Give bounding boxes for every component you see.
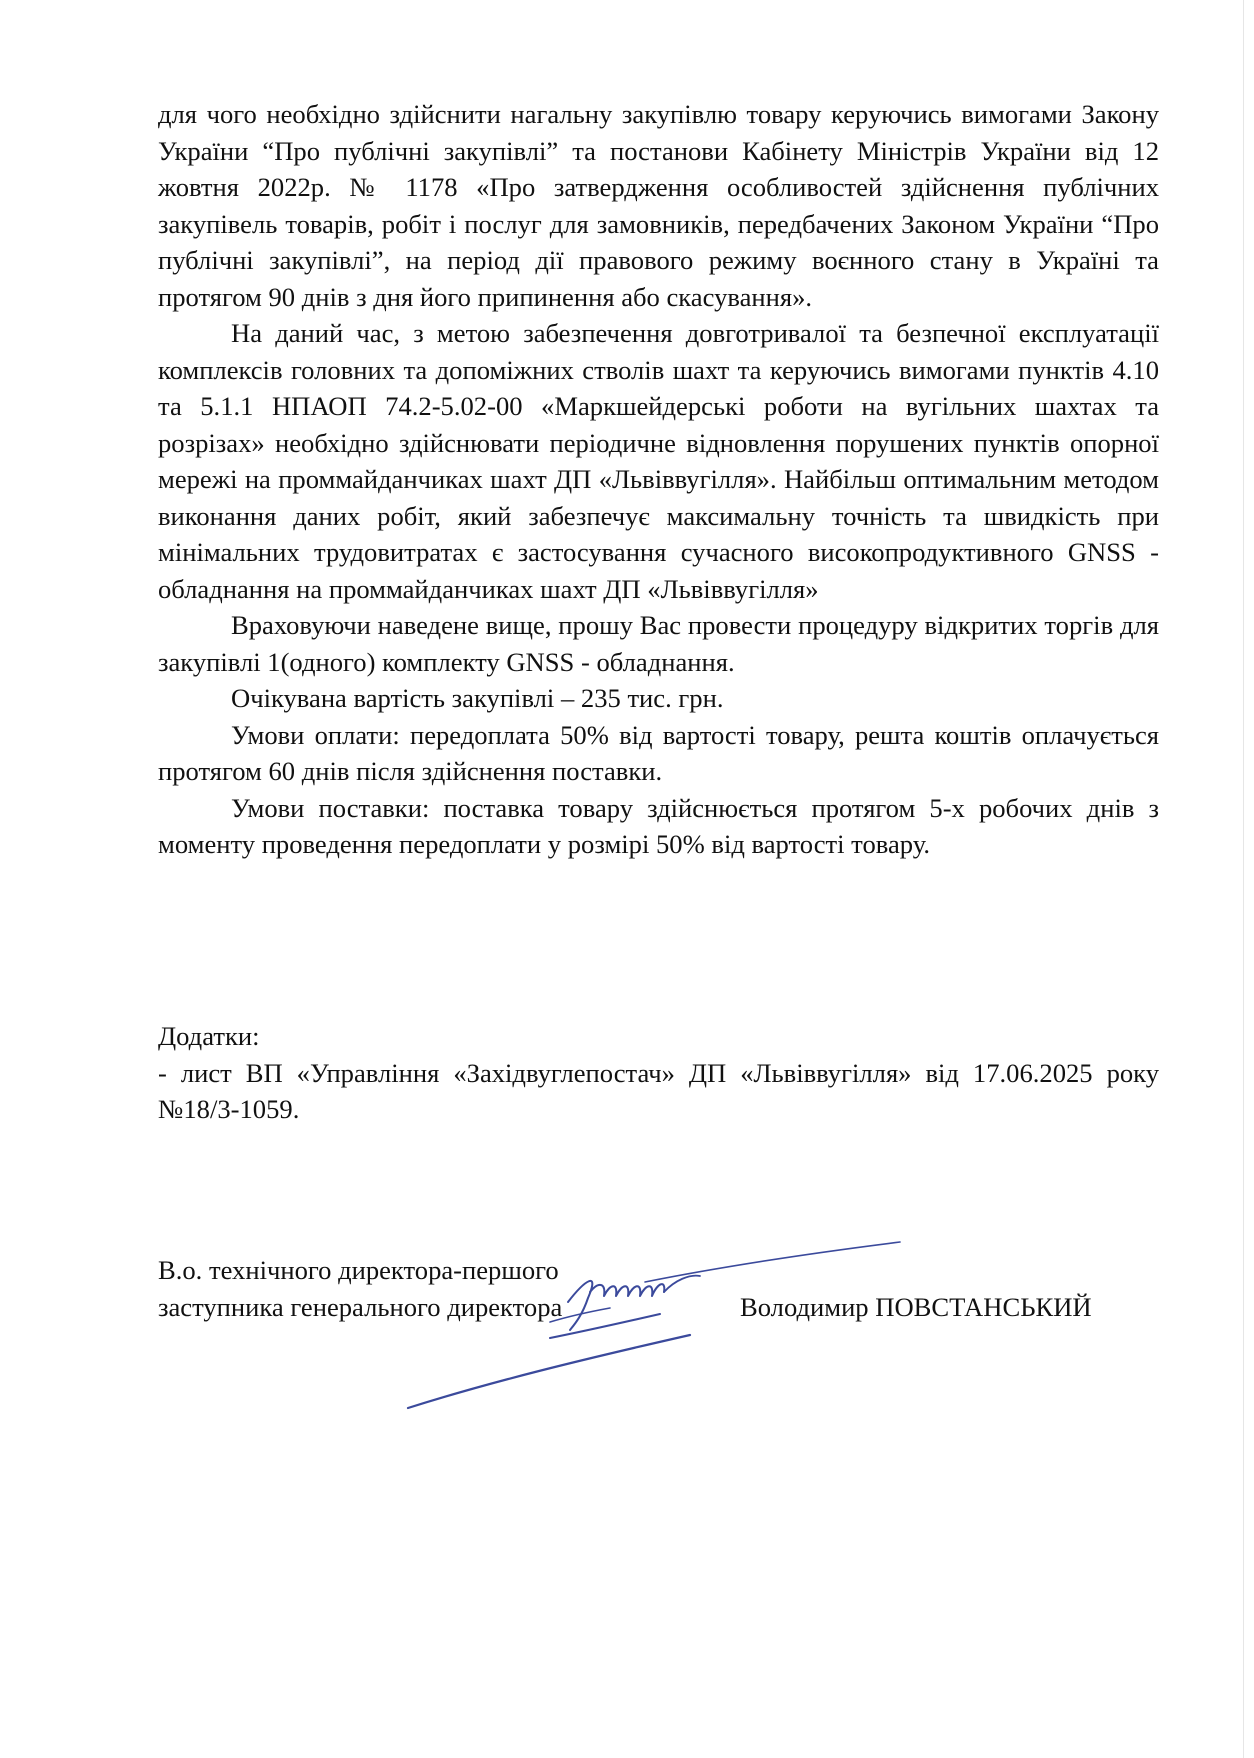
signatory-name: Володимир ПОВСТАНСЬКИЙ [740,1291,1092,1322]
signatory-position-line1: В.о. технічного директора-першого [158,1255,559,1285]
signatory-position-line2: заступника генерального директора [158,1291,563,1322]
appendix-heading: Додатки: [158,1021,260,1051]
page-edge-shadow [1243,0,1244,1758]
appendix-item: - лист ВП «Управління «Західвуглепостач» ДП «Львіввугілля» від 17.06.2025 року №18/3-1059. [158,1057,1159,1124]
handwritten-signature [400,1230,920,1430]
paragraph-legal-basis: для чого необхідно здійснити нагальну закупівлю товару керуючись вимогами Закону України “Про публічні закупівлі” та постанови Кабінету Міністрів України від 12 жовтня 2022р. № 1178 «Про затвердження особливостей здійснення публічних закупівель товарів, робіт і послуг для замовників, передбачених Законом України “Про публічні закупівлі”, на період дії правового режиму воєнного стану в Україні та протягом 90 днів з дня його припинення або скасування». [158,99,1159,312]
paragraph-request: Враховуючи наведене вище, прошу Вас провести процедуру відкритих торгів для закупівлі 1(одного) комплекту GNSS - обладнання. [158,610,1159,677]
paragraph-expected-cost: Очікувана вартість закупівлі – 235 тис. грн. [231,683,724,713]
paragraph-justification: На даний час, з метою забезпечення довготривалої та безпечної експлуатації комплексів головних та допоміжних стволів шахт та керуючись вимогами пунктів 4.10 та 5.1.1 НПАОП 74.2-5.02-00 «Маркшейдерські роботи на вугільних шахтах та розрізах» необхідно здійснювати періодичне відновлення порушених пунктів опорної мережі на проммайданчиках шахт ДП «Львіввугілля». Найбільш оптимальним методом виконання даних робіт, який забезпечує максимальну точність та швидкість при мінімальних трудовитратах є застосування сучасного високопродуктивного GNSS - обладнання на проммайданчиках шахт ДП «Львіввугілля» [158,318,1159,604]
appendix-section [158,1018,1159,1128]
paragraph-payment-terms: Умови оплати: передоплата 50% від вартості товару, решта коштів оплачується протягом 60 днів після здійснення поставки. [158,719,1159,786]
paragraph-delivery-terms: Умови поставки: поставка товару здійснюється протягом 5-х робочих днів з моменту проведення передоплати у розмірі 50% від вартості товару. [158,792,1159,859]
letter-body [158,96,1159,863]
